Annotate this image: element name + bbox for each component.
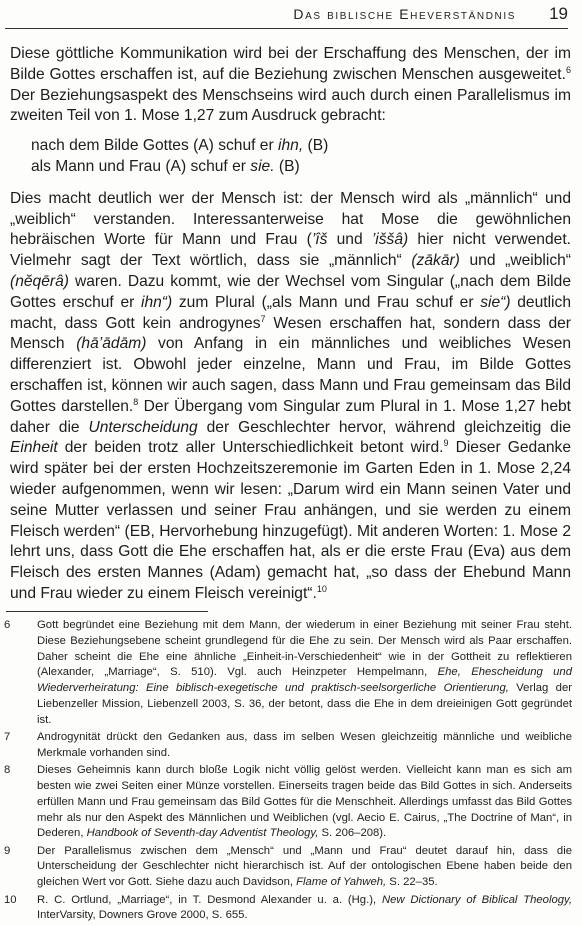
footnote-number: 7 [4,731,11,744]
footnote-ref-8[interactable]: 8 [133,396,139,407]
scripture-quote [31,136,571,178]
main-text [10,44,571,605]
footnote-6 [4,618,572,729]
footnote-ref-10[interactable]: 10 [316,583,327,594]
footnote-text: Der Parallelismus zwischen dem „Mensch“ und „Mann und Frau“ deutet darauf hin, dass die Unterscheidung der Geschlechter nicht hierarchisch ist. Auf der ontologischen Ebene haben beide den gleichen Wert vor Gott. Siehe dazu auch Davidson, Flame of Yahweh, S. 22–35. [37,844,572,889]
paragraph-1: Diese göttliche Kommunikation wird bei der Erschaffung des Menschen, der im Bilde Gottes erschaffen ist, auf die Beziehung zwischen Menschen ausgeweitet.$^6$ Der Beziehungsaspekt des Menschseins wird auch durch einen Parallelismus im zweiten Teil von 1. Mose 1,27 zum Ausdruck gebracht: [10,45,571,125]
running-header-title: Das biblische Eheverständnis [293,6,516,22]
footnote-number: 10 [4,893,17,906]
footnote-text: R. C. Ortlund, „Marriage“, in T. Desmond Alexander u. a. (Hg.), New Dictionary of Biblical Theology, InterVarsity, Downers Grove 2000, S. 655. [37,893,572,922]
footnote-8 [4,763,572,842]
footnote-ref-6[interactable]: 6 [565,64,571,75]
footnote-separator [6,611,208,612]
footnote-number: 6 [4,619,11,631]
footnote-number: 8 [4,764,11,777]
footnote-ref-7[interactable]: 7 [260,313,266,324]
paragraph-2: Dies macht deutlich wer der Mensch ist: der Mensch wird als „männlich“ und „weiblich“ verstanden. Interessanterweise hat Mose die gewöhnlichen hebräischen Worte für Mann und Frau (’îš und ’iššâ) hier nicht verwendet. Vielmehr sagt der Text wörtlich, dass sie „männlich“ (zākār) und „weiblich“ (nĕqērâ) waren. Dazu kommt, wie der Wechsel vom Singular („nach dem Bilde Gottes erschuf er ihn“) zum Plural („als Mann und Frau schuf er sie“) deutlich macht, dass Gott kein androgynes$^7$ Wesen erschaffen hat, sondern dass der Mensch (hā’ādām) von Anfang in ein männliches und weibliches Wesen differenziert ist. Obwohl jeder einzelne, Mann und Frau, im Bilde Gottes erschaffen ist, können wir auch sagen, dass Mann und Frau gemeinsam das Bild Gottes darstellen.$^8$ Der Übergang vom Singular zum Plural in 1. Mose 1,27 hebt daher die Unterscheidung der Geschlechter hervor, während gleichzeitig die Einheit der beiden trotz aller Unterschiedlichkeit betont wird.$^9$ Dieser Gedanke wird später bei der ersten Hochzeitszeremonie im Garten Eden in 1. Mose 2,24 wieder aufgenommen, wenn wir lesen: „Darum wird ein Mann seinen Vater und seine Mutter verlassen und seiner Frau anhängen, und sie werden zu einem Fleisch werden“ (EB, Hervorhebung hinzugefügt). Mit anderen Worten: 1. Mose 2 lehrt uns, dass Gott die Ehe erschaffen hat, als er die erste Frau (Eva) aus dem Fleisch des ersten Mannes (Adam) gemacht hat, „so dass der Ehebund Mann und Frau wieder zu einem Fleisch vereinigt“.$^{10}$ [10,189,572,602]
footnote-text: Androgynität drückt den Gedanken aus, dass im selben Wesen gleichzeitig männliche und weibliche Merkmale vorhanden sind. [37,731,572,759]
footnotes [4,618,572,926]
footnote-ref-9[interactable]: 9 [443,438,449,449]
footnote-text: Dieses Geheimnis kann durch bloße Logik nicht völlig gelöst werden. Vielleicht kann man es sich am besten wie zwei Seiten einer Münze vorstellen. Einerseits tragen beide das Bild Gottes in sich. Anderseits erfüllen Mann und Frau gemeinsam das Bild Gottes für die Menschheit. Allerdings umfasst das Bild Gottes mehr als nur den Aspekt des Männlichen und Weiblichen (vgl. Aecio E. Cairus, „The Doctrine of Man“, in Dederen, Handbook of Seventh-day Adventist Theology, S. 206–208). [37,764,572,840]
footnote-number: 9 [4,844,11,857]
footnote-10 [4,893,572,925]
footnote-text: Gott begründet eine Beziehung mit dem Mann, der wiederum in einer Beziehung mit seiner Frau steht. Diese Beziehungsebene scheint grundlegend für die Ehe zu sein. Der Mensch wird als Paar erschaffen. Daher scheint die Ehe eine ähnliche „Einheit-in-Verschiedenheit“ wie in der Gottheit zu reflektieren (Alexander, „Marriage“, S. 510). Vgl. auch Heinzpeter Hempelmann, Ehe, Ehescheidung und Wiederverheiratung: Eine biblisch-exegetische und praktisch-seelsorgerliche Orientierung, Verlag der Liebenzeller Mission, Liebenzell 2003, S. 36, der betont, dass die Ehe in dem dreieinigen Gott gegründet ist. [37,619,572,726]
footnote-7 [4,730,572,762]
quote-line-2: als Mann und Frau (A) schuf er sie. (B) [31,157,300,175]
quote-line-1: nach dem Bilde Gottes (A) schuf er ihn, (B) [31,137,329,155]
footnote-9 [4,844,572,891]
page-number: 19 [549,4,568,23]
running-header [5,4,568,29]
